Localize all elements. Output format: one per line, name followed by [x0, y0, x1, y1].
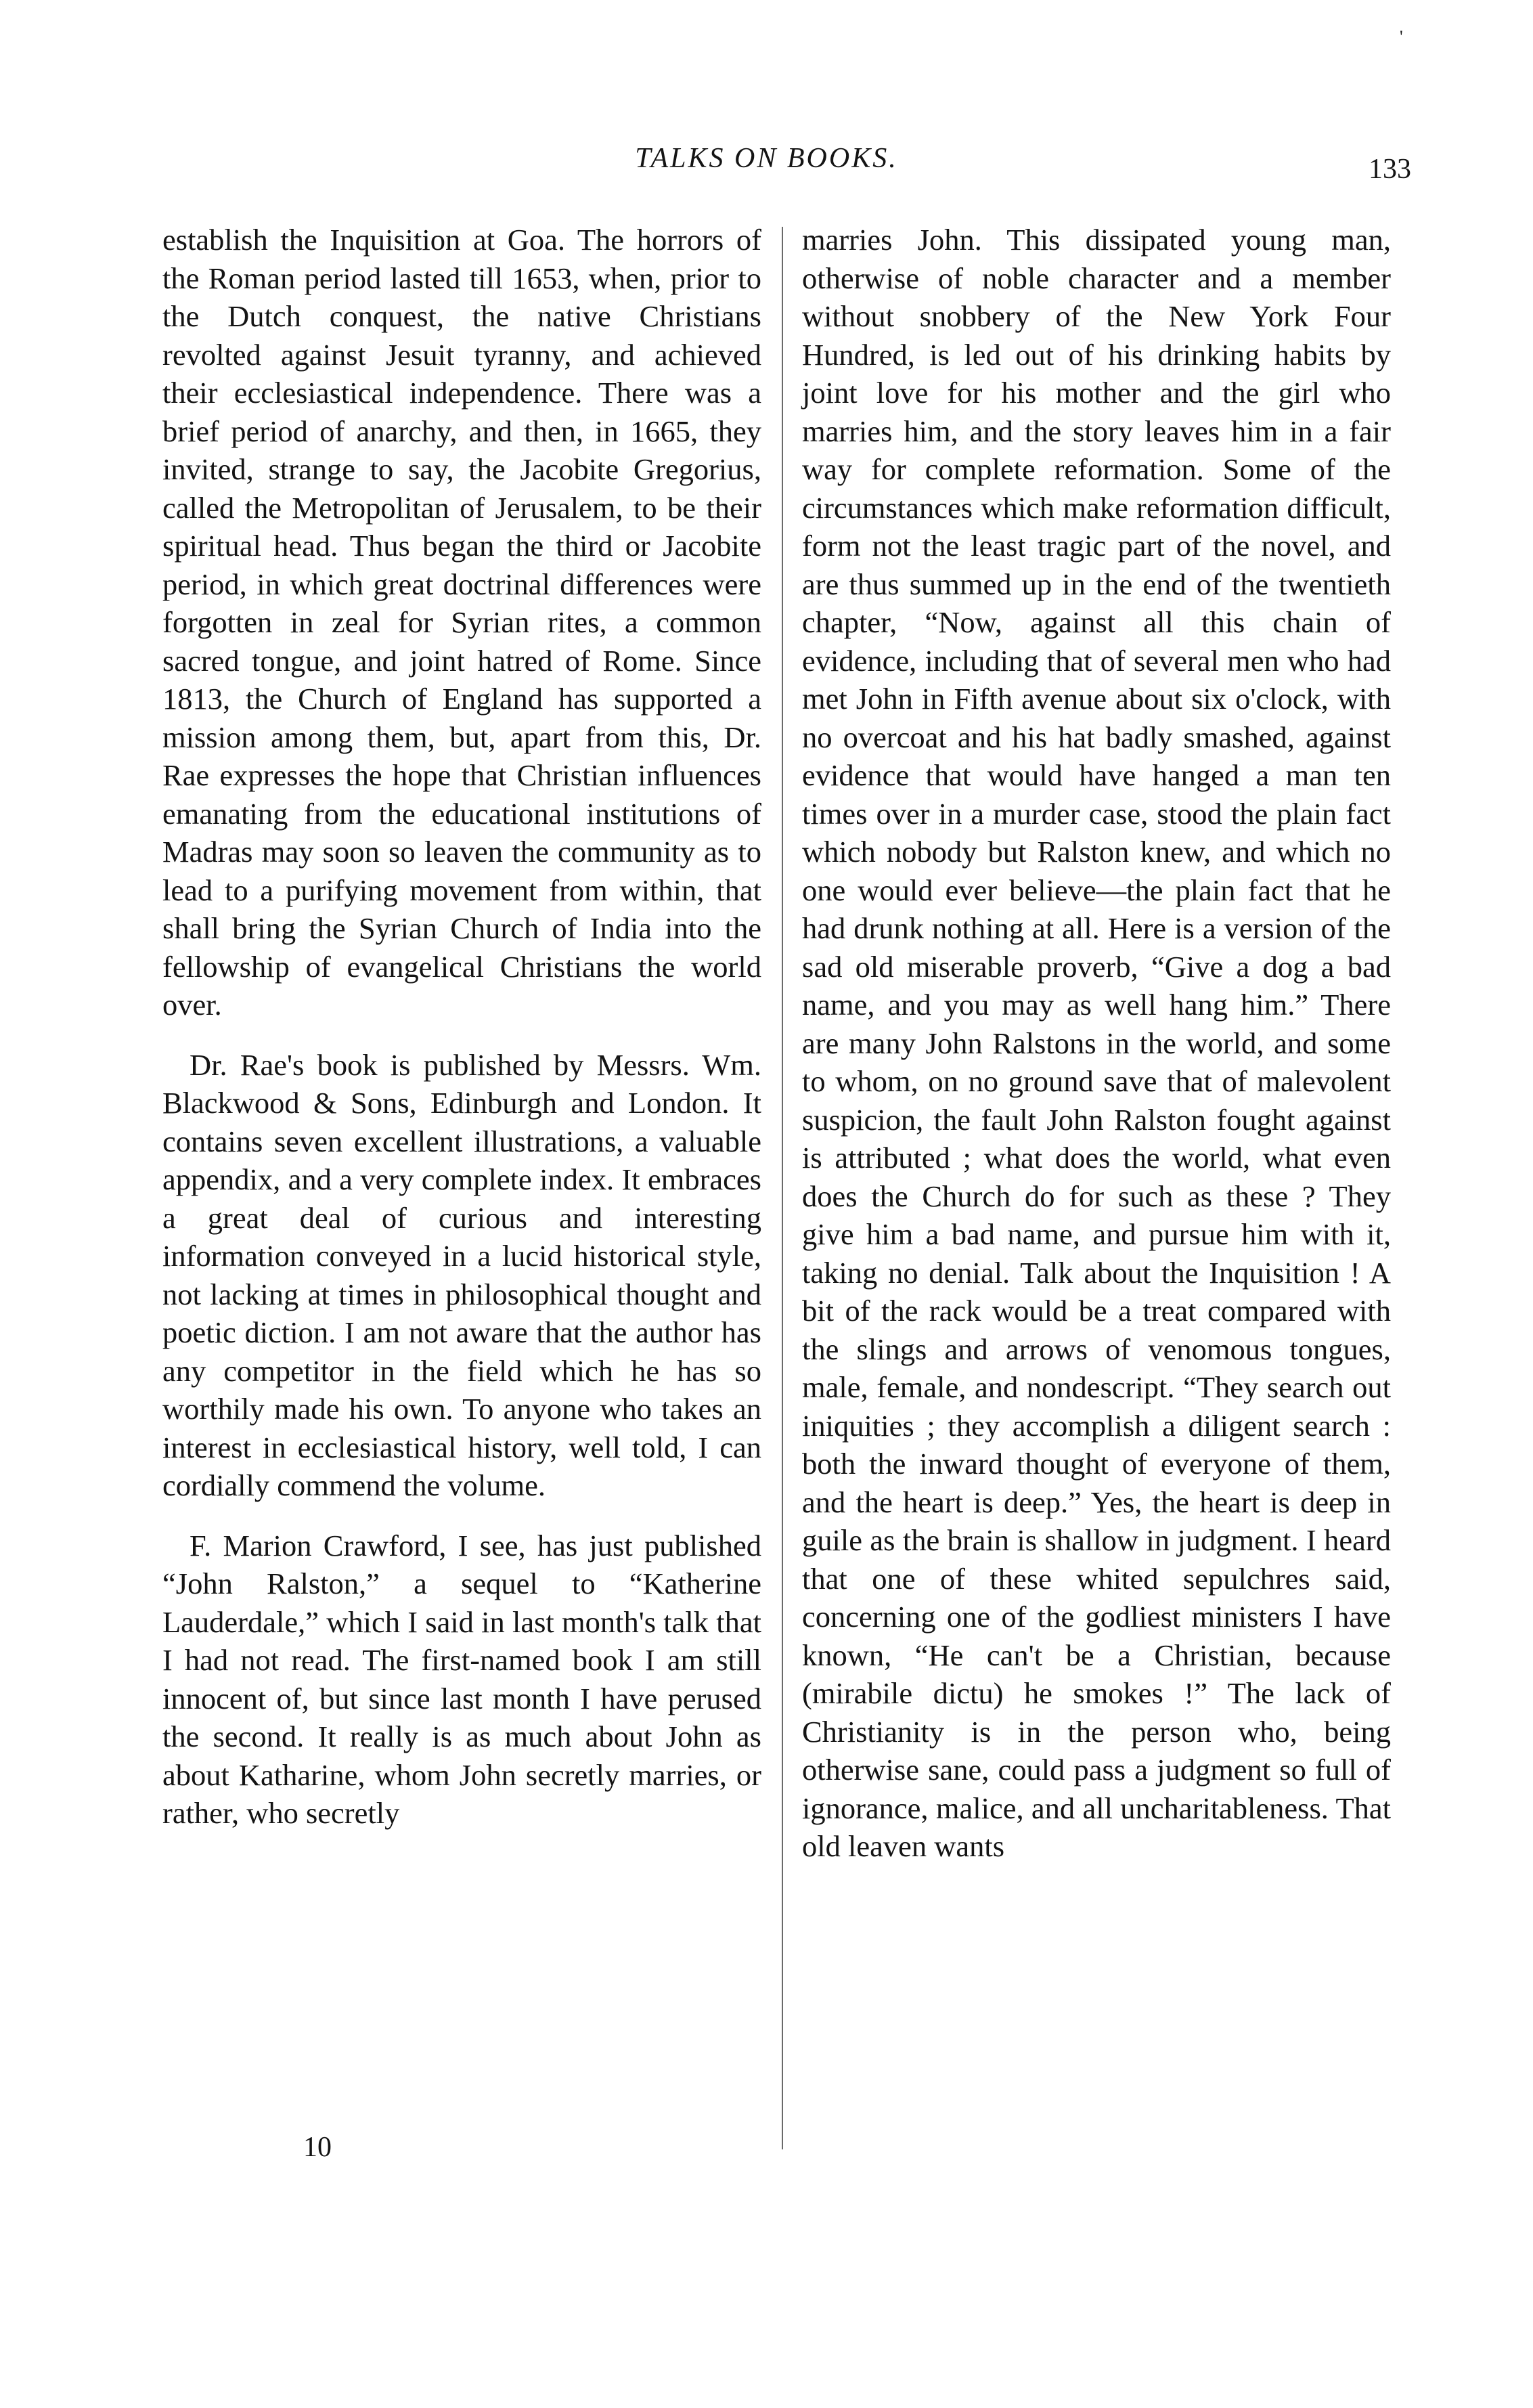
- top-mark: ': [1400, 27, 1403, 47]
- paragraph: Dr. Rae's book is published by Messrs. Wm. Blackwood & Sons, Edinburgh and London. It contains seven excellent illustrations, a valuable appendix, and a very complete index. It embraces a great deal of curious and interesting information conveyed in a lucid historical style, not lacking at times in philosophical thought and poetic diction. I am not aware that the author has any competitor in the field which he has so worthily made his own. To anyone who takes an interest in ecclesiastical history, well told, I can cordially commend the volume.: [162, 1047, 761, 1502]
- page-number: 133: [1369, 154, 1411, 185]
- column-divider: [782, 227, 783, 2149]
- running-title: TALKS ON BOOKS.: [635, 143, 898, 174]
- left-column: [162, 221, 761, 2150]
- right-column: [802, 221, 1391, 2150]
- paragraph: establish the Inquisition at Goa. The horrors of the Roman period lasted till 1653, when, prior to the Dutch conquest, the native Christians revolted against Jesuit tyranny, and achieved their ecclesiastical independence. There was a brief period of anarchy, and then, in 1665, they invited, strange to say, the Jacobite Gregorius, called the Metropolitan of Jerusalem, to be their spiritual head. Thus began the third or Jacobite period, in which great doctrinal differences were forgotten in zeal for Syrian rites, a common sacred tongue, and joint hatred of Rome. Since 1813, the Church of England has supported a mission among them, but, apart from this, Dr. Rae expresses the hope that Christian influences emanating from the educational institutions of Madras may soon so leaven the community as to lead to a purifying movement from within, that shall bring the Syrian Church of India into the fellowship of evangelical Christians the world over.: [162, 223, 761, 1022]
- paragraph: F. Marion Crawford, I see, has just published “John Ralston,” a sequel to “Katherine Lauderdale,” which I said in last month's talk that I had not read. The first-named book I am still innocent of, but since last month I have perused the second. It really is as much about John as about Katharine, whom John secretly marries, or rather, who secretly: [162, 1528, 761, 1830]
- paragraph: marries John. This dissipated young man, otherwise of noble character and a member without snobbery of the New York Four Hundred, is led out of his drinking habits by joint love for his mother and the girl who marries him, and the story leaves him in a fair way for complete reformation. Some of the circumstances which make reformation difficult, form not the least tragic part of the novel, and are thus summed up in the end of the twentieth chapter, “Now, against all this chain of evidence, including that of several men who had met John in Fifth avenue about six o'clock, with no overcoat and his hat badly smashed, against evidence that would have hanged a man ten times over in a murder case, stood the plain fact which nobody but Ralston knew, and which no one would ever believe—the plain fact that he had drunk nothing at all. Here is a version of the sad old miserable proverb, “Give a dog a bad name, and you may as well hang him.” There are many John Ralstons in the world, and some to whom, on no ground save that of malevolent suspicion, the fault John Ralston fought against is attributed ; what does the world, what even does the Church do for such as these ? They give him a bad name, and pursue him with it, taking no denial. Talk about the Inquisition ! A bit of the rack would be a treat compared with the slings and arrows of venomous tongues, male, female, and nondescript. “They search out iniquities ; they accomplish a diligent search : both the inward thought of everyone of them, and the heart is deep.” Yes, the heart is deep in guile as the brain is shallow in judgment. I heard that one of these whited sepulchres said, concerning one of the godliest ministers I have known, “He can't be a Christian, because (mirabile dictu) he smokes !” The lack of Christianity is in the person who, being otherwise sane, could pass a judgment so full of ignorance, malice, and all uncharitableness. That old leaven wants: [802, 223, 1391, 1863]
- signature-mark: 10: [303, 2132, 332, 2163]
